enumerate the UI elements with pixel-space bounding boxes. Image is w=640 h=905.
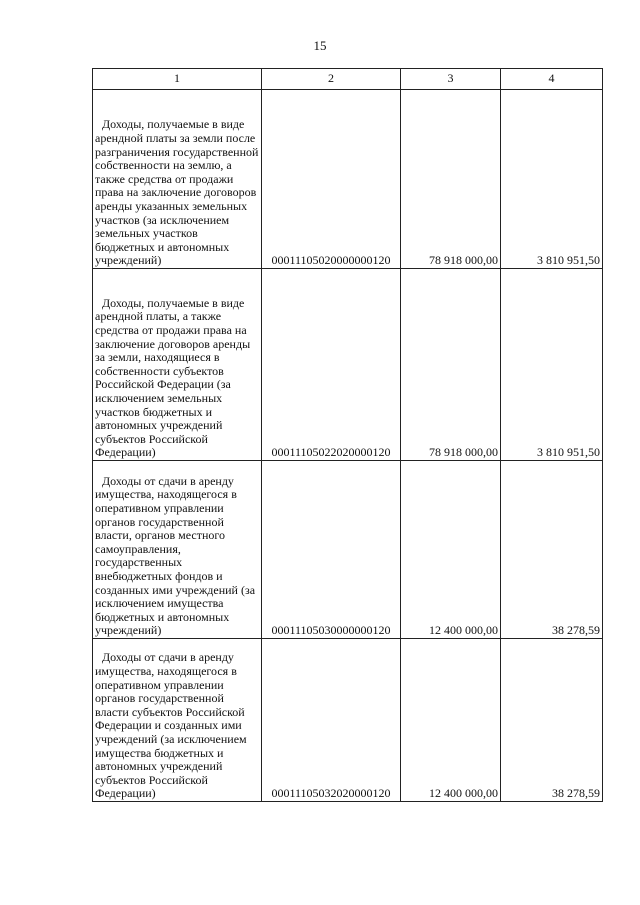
income-name-cell bbox=[93, 269, 262, 461]
actual-amount-cell: 3 810 951,50 bbox=[501, 269, 603, 461]
budget-code-cell: 00011105022020000120 bbox=[262, 269, 401, 461]
income-name: Доходы от сдачи в аренду имущества, находящегося в оперативном управлении органов государственной власти субъектов Российской Федерации и созданных ими учреждений (за исключением имущества бюджетных и автономных учреждений субъектов Российской Федерации) bbox=[95, 650, 247, 801]
table-row bbox=[93, 90, 603, 269]
page-number: 15 bbox=[313, 38, 327, 53]
column-header-3: 3 bbox=[401, 69, 501, 90]
budget-code-cell: 00011105020000000120 bbox=[262, 90, 401, 269]
column-header-1: 1 bbox=[93, 69, 262, 90]
income-name: Доходы, получаемые в виде арендной платы за земли после разграничения государственной собственности на землю, а также средства от продажи права на заключение договоров аренды указанных земельных участков (за исключением земельных участков бюджетных и автономных учреждений) bbox=[95, 117, 259, 268]
income-name: Доходы от сдачи в аренду имущества, находящегося в оперативном управлении органов государственной власти, органов местного самоуправления, государственных внебюджетных фондов и созданных ими учреждений (за исключением имущества бюджетных и автономных учреждений) bbox=[95, 473, 256, 638]
income-name: Доходы, получаемые в виде арендной платы, а также средства от продажи права на заключение договоров аренды за земли, находящиеся в собственности субъектов Российской Федерации (за исключением земельных участков бюджетных и автономных учреждений субъектов Российской Федерации) bbox=[95, 295, 251, 460]
budget-code-cell: 00011105032020000120 bbox=[262, 639, 401, 802]
planned-amount-cell: 78 918 000,00 bbox=[401, 90, 501, 269]
column-header-4: 4 bbox=[501, 69, 603, 90]
revenue-table bbox=[92, 68, 603, 802]
table-row bbox=[93, 461, 603, 639]
table-row bbox=[93, 269, 603, 461]
income-name-cell bbox=[93, 639, 262, 802]
table-row bbox=[93, 639, 603, 802]
column-header-2: 2 bbox=[262, 69, 401, 90]
planned-amount-cell: 12 400 000,00 bbox=[401, 639, 501, 802]
budget-code-cell: 00011105030000000120 bbox=[262, 461, 401, 639]
income-name-cell bbox=[93, 461, 262, 639]
actual-amount-cell: 38 278,59 bbox=[501, 461, 603, 639]
actual-amount-cell: 3 810 951,50 bbox=[501, 90, 603, 269]
actual-amount-cell: 38 278,59 bbox=[501, 639, 603, 802]
planned-amount-cell: 12 400 000,00 bbox=[401, 461, 501, 639]
planned-amount-cell: 78 918 000,00 bbox=[401, 269, 501, 461]
table-header-row bbox=[93, 69, 603, 90]
income-name-cell bbox=[93, 90, 262, 269]
